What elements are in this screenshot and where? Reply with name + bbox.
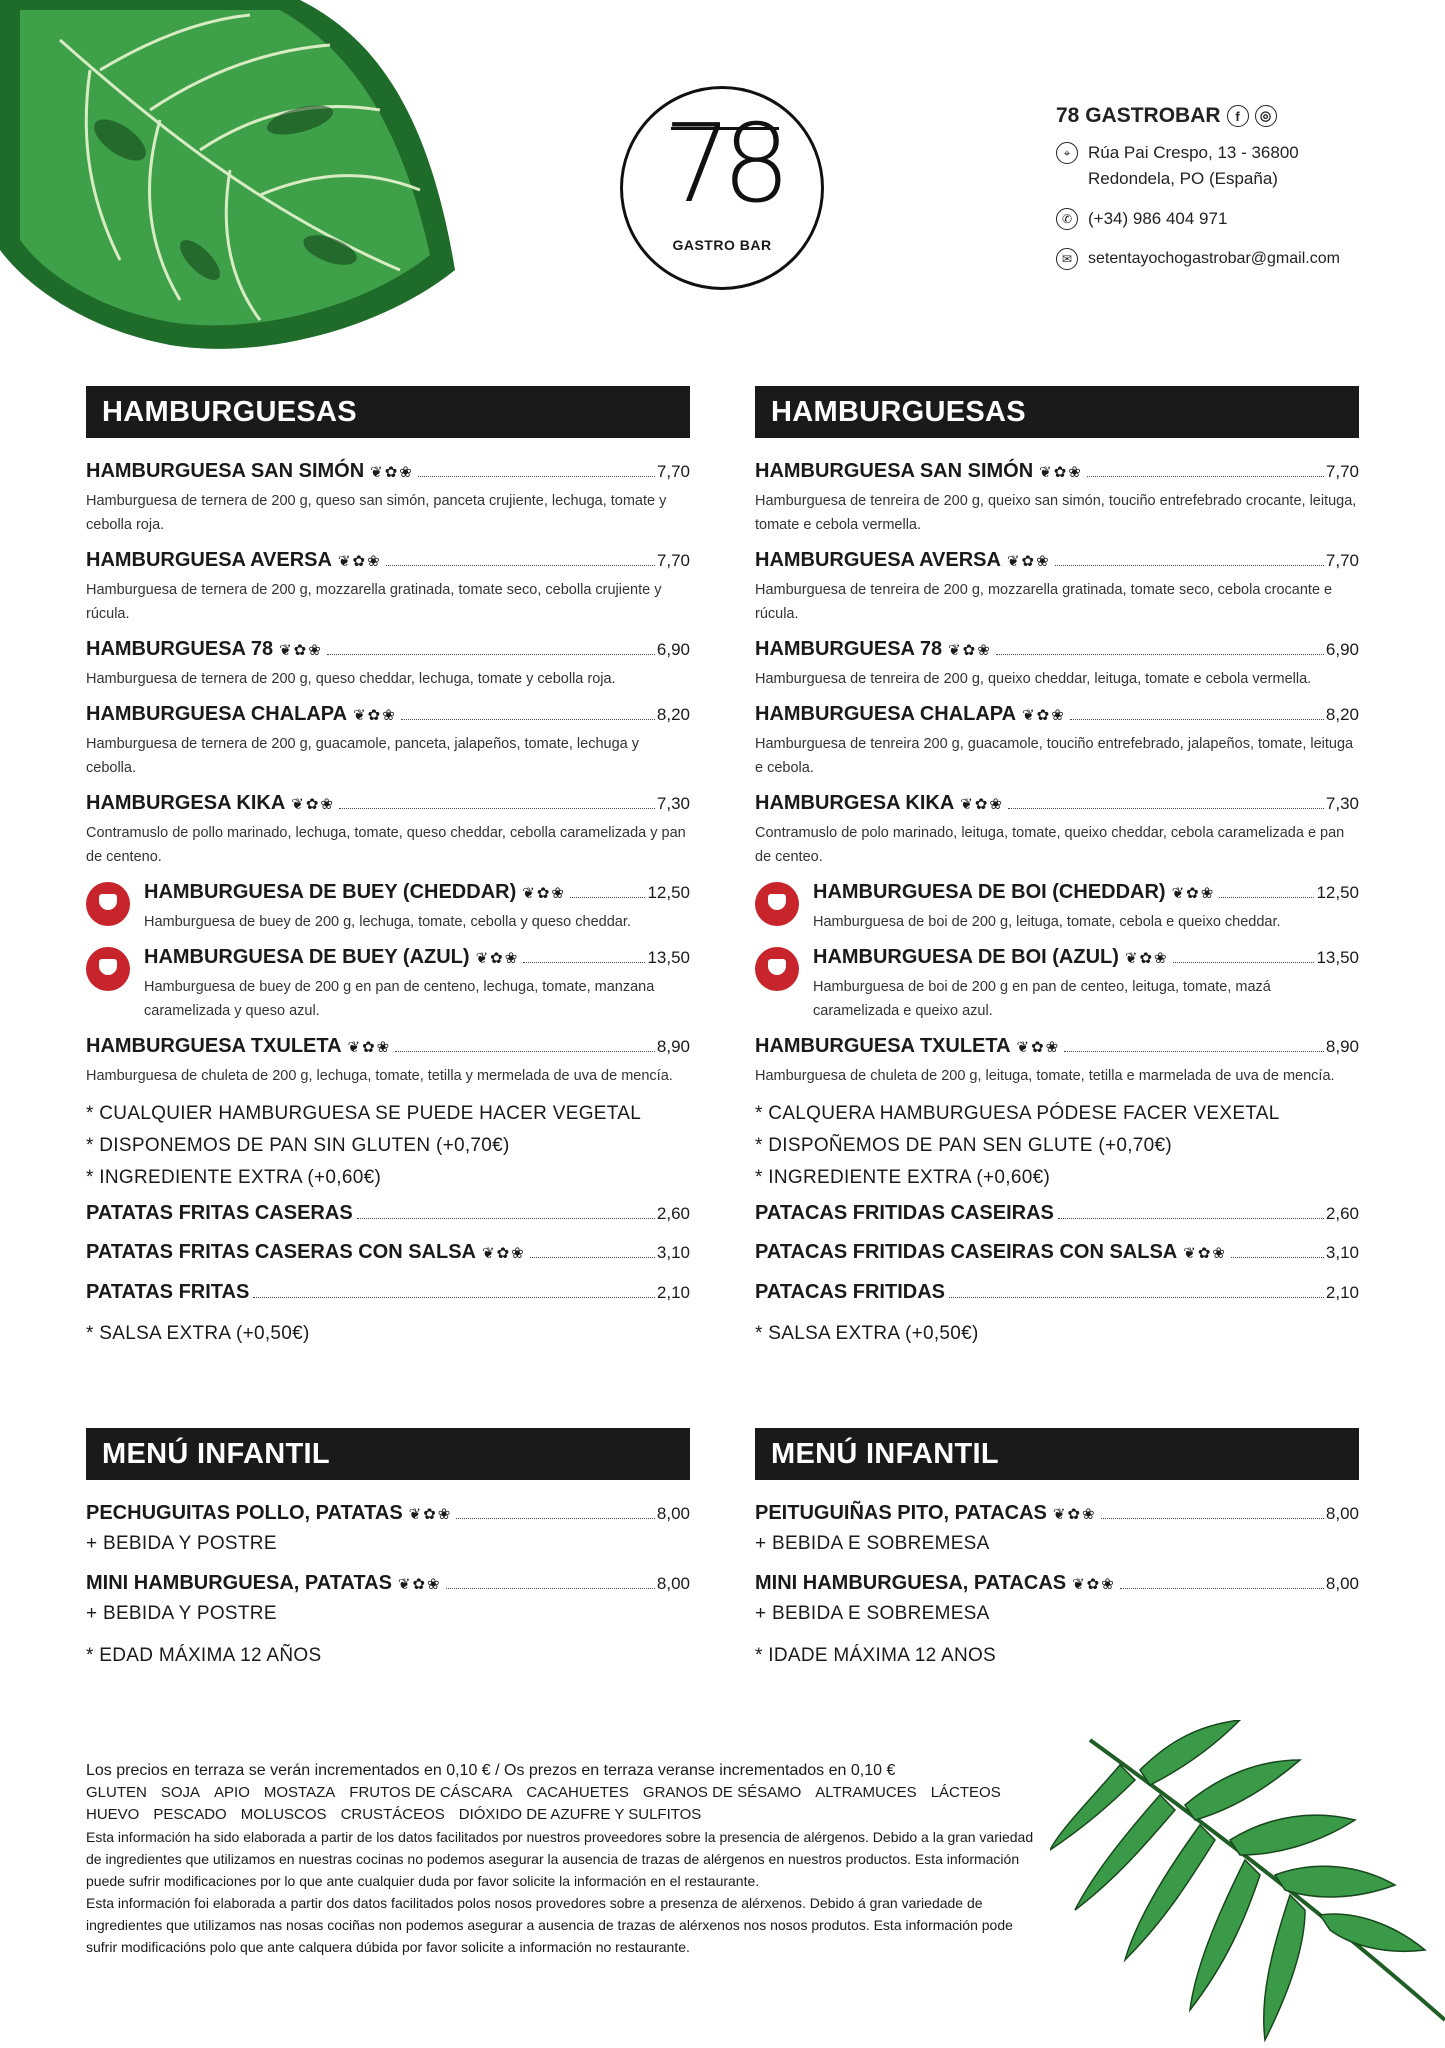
item-price: 8,00	[656, 1504, 690, 1523]
palm-leaf-illustration	[1050, 1720, 1445, 2048]
allergen-icons: ❦✿❀	[1124, 950, 1169, 967]
allergen-icons: ❦✿❀	[1016, 1039, 1061, 1056]
menu-item-line	[813, 879, 1359, 907]
address-line-2: Redondela, PO (España)	[1088, 169, 1278, 188]
menu-item-line	[755, 1570, 1359, 1598]
item-price: 2,10	[656, 1283, 690, 1302]
menu-item-line	[86, 636, 690, 664]
menu-item	[755, 1033, 1359, 1088]
burger-notes	[755, 1098, 1359, 1194]
tropical-leaf-illustration	[0, 0, 460, 360]
allergen-icons: ❦✿❀	[347, 1039, 392, 1056]
dot-leader	[1070, 719, 1324, 720]
item-description: Hamburguesa de boi de 200 g, leituga, tomate, cebola e queixo cheddar.	[813, 914, 1281, 930]
menu-item-line	[144, 879, 690, 907]
allergen-icons: ❦✿❀	[370, 464, 414, 481]
item-name: PATATAS FRITAS	[86, 1281, 250, 1303]
item-name: PEITUGUIÑAS PITO, PATACAS	[755, 1502, 1047, 1524]
allergen-legend-item: HUEVO	[86, 1806, 140, 1823]
sides-list	[755, 1200, 1359, 1306]
dot-leader	[1087, 476, 1324, 477]
item-name: HAMBURGUESA DE BUEY (CHEDDAR)	[144, 881, 517, 903]
burger-list	[86, 458, 690, 1088]
menu-item	[755, 547, 1359, 626]
kids-age-note: * EDAD MÁXIMA 12 AÑOS	[86, 1645, 322, 1666]
dot-leader	[456, 1518, 655, 1519]
dot-leader	[327, 654, 655, 655]
brand-name: 78 GASTROBAR	[1056, 104, 1221, 127]
kids-item-extra: + BEBIDA E SOBREMESA	[755, 1533, 990, 1554]
mail-icon: ✉	[1056, 248, 1078, 270]
item-price: 12,50	[1316, 883, 1359, 902]
item-description: Hamburguesa de boi de 200 g en pan de centeo, leituga, tomate, mazá caramelizada e queixo azul.	[813, 979, 1271, 1019]
item-description: Hamburguesa de ternera de 200 g, guacamole, panceta, jalapeños, tomate, lechuga y cebolla.	[86, 736, 639, 776]
menu-item	[86, 458, 690, 537]
allergen-legend-item: MOSTAZA	[263, 1784, 336, 1801]
item-name: HAMBURGUESA DE BOI (AZUL)	[813, 946, 1119, 968]
dot-leader	[339, 808, 655, 809]
dot-leader	[949, 1297, 1324, 1298]
item-price: 8,00	[1325, 1504, 1359, 1523]
menu-item-line	[86, 701, 690, 729]
item-name: HAMBURGUESA SAN SIMÓN	[86, 460, 365, 482]
allergen-legend-item: SOJA	[160, 1784, 201, 1801]
side-item	[86, 1279, 690, 1306]
dot-leader	[570, 897, 645, 898]
dot-leader	[1064, 1051, 1324, 1052]
item-description: Hamburguesa de ternera de 200 g, queso san simón, panceta crujiente, lechuga, tomate y cebolla roja.	[86, 493, 667, 533]
item-name: MINI HAMBURGUESA, PATATAS	[86, 1572, 392, 1594]
allergen-legend-item: DIÓXIDO DE AZUFRE Y SULFITOS	[458, 1806, 702, 1823]
allergen-icons: ❦✿❀	[948, 642, 992, 659]
kids-item	[86, 1570, 690, 1630]
item-price: 8,20	[656, 705, 690, 724]
dot-leader	[1173, 962, 1315, 963]
item-description: Hamburguesa de tenreira de 200 g, queixo san simón, touciño entrefebrado crocante, leituga, tomate e cebola vermella.	[755, 493, 1357, 533]
item-price: 2,10	[1325, 1283, 1359, 1302]
item-name: HAMBURGUESA TXULETA	[86, 1035, 342, 1057]
phone-icon: ✆	[1056, 208, 1078, 230]
dot-leader	[418, 476, 655, 477]
allergen-icons: ❦✿❀	[1072, 1576, 1116, 1593]
menu-item-line	[755, 547, 1359, 575]
allergen-icons: ❦✿❀	[1039, 464, 1083, 481]
menu-note: * DISPONEMOS DE PAN SIN GLUTEN (+0,70€)	[86, 1135, 510, 1156]
side-item	[755, 1200, 1359, 1227]
beef-badge-icon	[86, 882, 130, 926]
menu-item-line	[755, 701, 1359, 729]
menu-item	[86, 790, 690, 869]
allergen-legend-item: LÁCTEOS	[930, 1784, 1001, 1801]
sauce-note: * SALSA EXTRA (+0,50€)	[86, 1323, 310, 1344]
item-price: 7,70	[656, 551, 690, 570]
kids-item-extra: + BEBIDA Y POSTRE	[86, 1533, 277, 1554]
dot-leader	[1231, 1257, 1324, 1258]
menu-item-line	[86, 1033, 690, 1061]
menu-item-line	[86, 1279, 690, 1306]
menu-note: * CUALQUIER HAMBURGUESA SE PUEDE HACER VEGETAL	[86, 1103, 642, 1124]
menu-note: * INGREDIENTE EXTRA (+0,60€)	[755, 1167, 1051, 1188]
allergen-icons: ❦✿❀	[1006, 553, 1051, 570]
kids-item	[86, 1500, 690, 1560]
contact-info	[1056, 104, 1426, 286]
dot-leader	[386, 565, 655, 566]
menu-item-line	[755, 1239, 1359, 1267]
menu-item-line	[755, 636, 1359, 664]
allergen-icons: ❦✿❀	[279, 642, 323, 659]
burger-list	[755, 458, 1359, 1088]
kids-item-extra: + BEBIDA E SOBREMESA	[755, 1603, 990, 1624]
phone-number[interactable]: (+34) 986 404 971	[1088, 209, 1228, 228]
email-row	[1056, 246, 1426, 272]
item-price: 8,20	[1325, 705, 1359, 724]
menu-column-gl	[755, 386, 1359, 1350]
dot-leader	[446, 1588, 655, 1589]
item-name: MINI HAMBURGUESA, PATACAS	[755, 1572, 1067, 1594]
menu-item-line	[755, 1200, 1359, 1227]
item-price: 8,00	[1325, 1574, 1359, 1593]
item-name: HAMBURGUESA DE BUEY (AZUL)	[144, 946, 470, 968]
item-name: HAMBURGUESA AVERSA	[86, 549, 332, 571]
item-name: HAMBURGUESA CHALAPA	[755, 703, 1017, 725]
section-title-kids: MENÚ INFANTIL	[86, 1428, 690, 1480]
item-description: Hamburguesa de buey de 200 g, lechuga, tomate, cebolla y queso cheddar.	[144, 914, 631, 930]
allergen-icons: ❦✿❀	[337, 553, 382, 570]
item-price: 7,30	[1325, 794, 1359, 813]
item-description: Contramuslo de polo marinado, leituga, tomate, queixo cheddar, cebola caramelizada e pan de centeo.	[755, 825, 1345, 865]
menu-item	[86, 944, 690, 1023]
dot-leader	[357, 1218, 655, 1219]
item-price: 6,90	[1325, 640, 1359, 659]
item-price: 13,50	[647, 948, 690, 967]
address-text	[1088, 140, 1299, 192]
item-price: 7,70	[1325, 551, 1359, 570]
menu-item	[755, 701, 1359, 780]
beef-badge-icon	[755, 947, 799, 991]
disclaimer-gl: Esta información foi elaborada a partir dos datos facilitados polos nosos provedores sobre a presenza de alérxenos. Debido á gran variedade de ingredientes que utilizamos nas nosas cociñas non podemos asegurar a ausencia de trazas de alérxenos nos nosos produtos. Esta información pode sufrir modificacións polo que ante calquera dúbida por favor solicite a información no restaurante.	[86, 1895, 1013, 1955]
item-name: PATATAS FRITAS CASERAS	[86, 1202, 353, 1224]
allergen-icons: ❦✿❀	[960, 796, 1004, 813]
sides-list	[86, 1200, 690, 1306]
address-row	[1056, 140, 1426, 192]
dot-leader	[1120, 1588, 1324, 1589]
item-name: HAMBURGUESA SAN SIMÓN	[755, 460, 1034, 482]
item-name: PATATAS FRITAS CASERAS CON SALSA	[86, 1241, 476, 1263]
menu-item	[86, 1033, 690, 1088]
item-description: Hamburguesa de chuleta de 200 g, leituga, tomate, tetilla e marmelada de uva de mencía.	[755, 1068, 1335, 1084]
section-title-burgers: HAMBURGUESAS	[86, 386, 690, 438]
logo-number: 78	[663, 102, 781, 227]
menu-item-line	[86, 1239, 690, 1267]
allergen-legend-item: GRANOS DE SÉSAMO	[642, 1784, 802, 1801]
menu-item-line	[86, 547, 690, 575]
dot-leader	[401, 719, 655, 720]
item-price: 7,70	[656, 462, 690, 481]
allergen-legend-item: FRUTOS DE CÁSCARA	[349, 1784, 513, 1801]
disclaimer-es: Esta información ha sido elaborada a partir de los datos facilitados por nuestros proveedores sobre la presencia de alérgenos. Debido a la gran variedad de ingredientes que utilizamos en nuestras cocinas no podemos asegurar la ausencia de trazas de alérgenos en nuestros productos. Esta información puede sufrir modificaciones por lo que ante cualquier duda por favor solicite la información en el restaurante.	[86, 1829, 1034, 1889]
kids-item-extra: + BEBIDA Y POSTRE	[86, 1603, 277, 1624]
item-price: 8,00	[656, 1574, 690, 1593]
allergen-icons: ❦✿❀	[397, 1576, 442, 1593]
menu-item-line	[86, 1500, 690, 1528]
side-item	[755, 1279, 1359, 1306]
allergen-icons: ❦✿❀	[522, 885, 566, 902]
dot-leader	[530, 1257, 655, 1258]
item-description: Hamburguesa de tenreira 200 g, guacamole, touciño entrefebrado, jalapeños, tomate, leituga e cebola.	[755, 736, 1354, 776]
menu-item-line	[755, 458, 1359, 486]
section-title-burgers: HAMBURGUESAS	[755, 386, 1359, 438]
allergen-icons: ❦✿❀	[1052, 1506, 1097, 1523]
kids-item	[755, 1500, 1359, 1560]
item-name: PATACAS FRITIDAS	[755, 1281, 945, 1303]
item-description: Hamburguesa de chuleta de 200 g, lechuga, tomate, tetilla y mermelada de uva de mencía.	[86, 1068, 673, 1084]
menu-note: * DISPOÑEMOS DE PAN SEN GLUTE (+0,70€)	[755, 1135, 1173, 1156]
phone-row	[1056, 206, 1426, 232]
item-price: 13,50	[1316, 948, 1359, 967]
item-name: HAMBURGESA KIKA	[86, 792, 286, 814]
item-price: 12,50	[647, 883, 690, 902]
dot-leader	[1219, 897, 1314, 898]
email-address[interactable]: setentayochogastrobar@gmail.com	[1088, 250, 1340, 267]
allergen-legend-item: APIO	[214, 1784, 250, 1801]
allergen-legend-item: ALTRAMUCES	[815, 1784, 917, 1801]
beef-badge-icon	[755, 882, 799, 926]
item-description: Hamburguesa de buey de 200 g en pan de centeno, lechuga, tomate, manzana caramelizada y queso azul.	[144, 979, 655, 1019]
item-name: HAMBURGUESA TXULETA	[755, 1035, 1011, 1057]
menu-item-line	[144, 944, 690, 972]
menu-item-line	[813, 944, 1359, 972]
item-description: Hamburguesa de tenreira de 200 g, mozzarella gratinada, tomate seco, cebola crocante e rúcula.	[755, 582, 1333, 622]
address-line-1: Rúa Pai Crespo, 13 - 36800	[1088, 143, 1299, 162]
menu-item	[86, 636, 690, 691]
kids-menu-gl	[755, 1428, 1359, 1672]
allergen-icons: ❦✿❀	[475, 950, 520, 967]
item-description: Hamburguesa de ternera de 200 g, queso cheddar, lechuga, tomate y cebolla roja.	[86, 671, 616, 687]
menu-item	[755, 944, 1359, 1023]
item-name: PECHUGUITAS POLLO, PATATAS	[86, 1502, 403, 1524]
side-item	[86, 1239, 690, 1267]
item-price: 7,70	[1325, 462, 1359, 481]
allergen-legend-item: MOLUSCOS	[240, 1806, 327, 1823]
menu-item-line	[86, 458, 690, 486]
allergen-footer	[86, 1760, 1046, 1958]
menu-item	[86, 547, 690, 626]
menu-item	[755, 458, 1359, 537]
item-description: Hamburguesa de tenreira de 200 g, queixo cheddar, leituga, tomate e cebola vermella.	[755, 671, 1312, 687]
allergen-legend-item: CACAHUETES	[526, 1784, 629, 1801]
menu-item-line	[86, 1200, 690, 1227]
item-price: 2,60	[1325, 1204, 1359, 1223]
allergen-icons: ❦✿❀	[408, 1506, 453, 1523]
side-item	[86, 1200, 690, 1227]
item-price: 8,90	[656, 1037, 690, 1056]
item-price: 2,60	[656, 1204, 690, 1223]
menu-item-line	[86, 790, 690, 818]
allergen-legend-item: GLUTEN	[86, 1784, 147, 1801]
logo-subtitle: GASTRO BAR	[672, 237, 772, 253]
item-name: HAMBURGUESA DE BOI (CHEDDAR)	[813, 881, 1166, 903]
kids-age-note: * IDADE MÁXIMA 12 ANOS	[755, 1645, 997, 1666]
item-description: Contramuslo de pollo marinado, lechuga, tomate, queso cheddar, cebolla caramelizada y pan de centeno.	[86, 825, 686, 865]
allergen-icons: ❦✿❀	[1022, 707, 1066, 724]
menu-item-line	[755, 1033, 1359, 1061]
menu-item-line	[86, 1570, 690, 1598]
allergen-icons: ❦✿❀	[291, 796, 335, 813]
item-name: HAMBURGESA KIKA	[755, 792, 955, 814]
instagram-icon[interactable]: ◎	[1255, 105, 1277, 127]
brand-line	[1056, 104, 1426, 128]
allergen-legend	[86, 1782, 1046, 1826]
dot-leader	[253, 1297, 655, 1298]
allergen-icons: ❦✿❀	[1183, 1245, 1227, 1262]
location-pin-icon: ⌖	[1056, 142, 1078, 164]
dot-leader	[996, 654, 1324, 655]
item-price: 7,30	[656, 794, 690, 813]
allergen-icons: ❦✿❀	[353, 707, 397, 724]
item-price: 6,90	[656, 640, 690, 659]
item-price: 8,90	[1325, 1037, 1359, 1056]
menu-item	[86, 701, 690, 780]
kids-list	[86, 1500, 690, 1630]
dot-leader	[1055, 565, 1324, 566]
item-name: HAMBURGUESA AVERSA	[755, 549, 1001, 571]
sauce-note: * SALSA EXTRA (+0,50€)	[755, 1323, 979, 1344]
allergen-icons: ❦✿❀	[482, 1245, 526, 1262]
kids-item	[755, 1570, 1359, 1630]
facebook-icon[interactable]: f	[1227, 105, 1249, 127]
menu-item	[86, 879, 690, 934]
item-name: HAMBURGUESA 78	[755, 638, 943, 660]
menu-item-line	[755, 1279, 1359, 1306]
item-name: HAMBURGUESA CHALAPA	[86, 703, 348, 725]
menu-column-es	[86, 386, 690, 1350]
menu-note: * INGREDIENTE EXTRA (+0,60€)	[86, 1167, 382, 1188]
menu-item-line	[755, 1500, 1359, 1528]
item-name: HAMBURGUESA 78	[86, 638, 274, 660]
item-name: PATACAS FRITIDAS CASEIRAS	[755, 1202, 1054, 1224]
allergen-legend-item: PESCADO	[153, 1806, 227, 1823]
item-name: PATACAS FRITIDAS CASEIRAS CON SALSA	[755, 1241, 1178, 1263]
terrace-price-note: Los precios en terraza se verán incrementados en 0,10 € / Os prezos en terraza veranse incrementados en 0,10 €	[86, 1762, 896, 1779]
side-item	[755, 1239, 1359, 1267]
burger-notes	[86, 1098, 690, 1194]
logo	[620, 86, 824, 290]
menu-item	[755, 790, 1359, 869]
beef-badge-icon	[86, 947, 130, 991]
item-price: 3,10	[656, 1243, 690, 1262]
kids-list	[755, 1500, 1359, 1630]
dot-leader	[1058, 1218, 1324, 1219]
dot-leader	[395, 1051, 655, 1052]
menu-item-line	[755, 790, 1359, 818]
dot-leader	[1101, 1518, 1324, 1519]
dot-leader	[523, 962, 645, 963]
dot-leader	[1008, 808, 1324, 809]
allergen-icons: ❦✿❀	[1171, 885, 1216, 902]
menu-item	[755, 879, 1359, 934]
menu-note: * CALQUERA HAMBURGUESA PÓDESE FACER VEXETAL	[755, 1103, 1280, 1124]
item-description: Hamburguesa de ternera de 200 g, mozzarella gratinada, tomate seco, cebolla crujiente y rúcula.	[86, 582, 662, 622]
section-title-kids: MENÚ INFANTIL	[755, 1428, 1359, 1480]
kids-menu-es	[86, 1428, 690, 1672]
allergen-legend-item: CRUSTÁCEOS	[340, 1806, 445, 1823]
menu-item	[755, 636, 1359, 691]
item-price: 3,10	[1325, 1243, 1359, 1262]
